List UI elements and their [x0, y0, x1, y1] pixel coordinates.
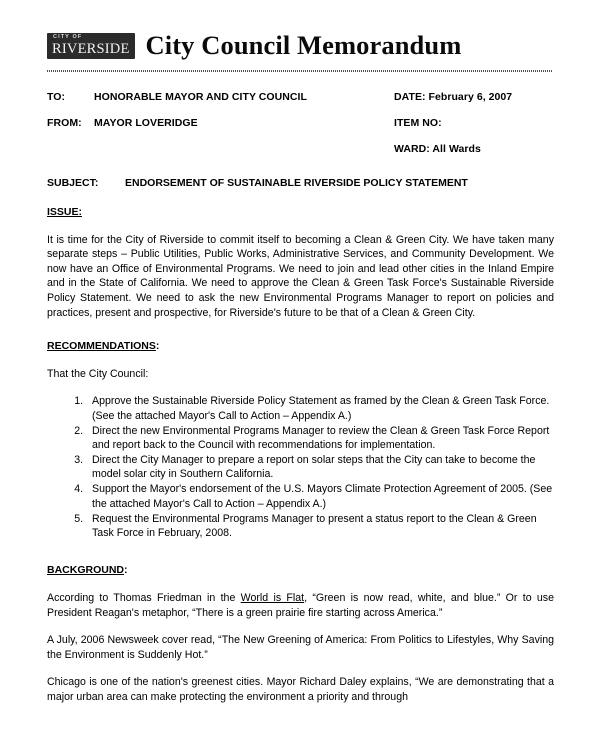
background-paragraph-2: A July, 2006 Newsweek cover read, “The New Greening of America: From Politics to Lifestyles, Why Saving the Environment is Suddenly Hot.”: [47, 634, 554, 661]
from-label: FROM:: [47, 117, 82, 129]
header-row-from-item: [47, 117, 553, 130]
recommendations-heading-colon: :: [155, 340, 160, 353]
memo-header-fields: [47, 91, 553, 169]
list-item: 3. Direct the City Manager to prepare a report on solar steps that the City can take to become the model solar city in Southern California.: [86, 453, 554, 482]
issue-heading-text: ISSUE: [47, 206, 79, 218]
list-item: 2. Direct the new Environmental Programs Manager to review the Clean & Green Task Force Report and report back to the Council with recommendations for implementation.: [86, 424, 554, 453]
background-paragraph-1: [47, 591, 554, 620]
logo-city-of-text: CITY OF: [53, 34, 83, 40]
list-item: 5. Request the Environmental Programs Manager to present a status report to the Clean & Green Task Force in February, 2008.: [86, 512, 554, 541]
subject-label: SUBJECT:: [47, 177, 99, 189]
ward-value: WARD: All Wards: [394, 143, 481, 155]
header-row-to-date: [47, 91, 553, 104]
page-title: City Council Memorandum: [145, 29, 462, 60]
recommendations-background-gap: [47, 553, 554, 563]
recommendations-heading-text: RECOMMENDATIONS: [47, 340, 156, 353]
background-heading: [47, 563, 554, 578]
issue-heading: [47, 205, 554, 220]
to-label: TO:: [47, 91, 66, 103]
logo-riverside-text: RIVERSIDE: [52, 40, 130, 57]
masthead: [47, 26, 553, 64]
issue-heading-colon: :: [78, 206, 83, 218]
background-p1-before: According to Thomas Friedman in the: [47, 592, 241, 604]
recommendations-heading: [47, 339, 554, 354]
header-row-ward: [47, 143, 553, 156]
memo-body: [47, 205, 554, 718]
subject-value: ENDORSEMENT OF SUSTAINABLE RIVERSIDE POLICY STATEMENT: [125, 177, 468, 189]
issue-paragraph: It is time for the City of Riverside to commit itself to becoming a Clean & Green City. We have taken many separate steps – Public Utilities, Public Works, Administrative Services, and Community Development. We now have an Office of Environmental Programs. We need to join and lead other cities in the Inland Empire and in the State of California. We need to approve the Clean & Green Task Force's Sustainable Riverside Policy Statement. We need to ask the new Environmental Programs Manager to report on policies and practices, present and prospective, for Riverside's future to be that of a Clean & Green City.: [47, 233, 554, 319]
recommendations-list: [47, 394, 554, 540]
book-title-world-is-flat: World is Flat: [240, 592, 305, 604]
date-value: DATE: February 6, 2007: [394, 91, 513, 103]
header-divider: [47, 70, 553, 72]
subject-row: [47, 177, 553, 190]
item-no-value: ITEM NO:: [394, 117, 442, 129]
to-value: HONORABLE MAYOR AND CITY COUNCIL: [94, 91, 307, 103]
city-of-riverside-logo: [47, 33, 135, 59]
from-value: MAYOR LOVERIDGE: [94, 117, 198, 129]
background-paragraph-3: Chicago is one of the nation's greenest cities. Mayor Richard Daley explains, “We are demonstrating that a major urban area can make protecting the environment a priority and through: [47, 676, 554, 703]
background-heading-text: BACKGROUND: [47, 564, 124, 577]
list-item: 1. Approve the Sustainable Riverside Policy Statement as framed by the Clean & Green Task Force. (See the attached Mayor's Call to Action – Appendix A.): [86, 394, 554, 423]
list-item: 4. Support the Mayor's endorsement of the U.S. Mayors Climate Protection Agreement of 2005. (See the attached Mayor's Call to Action – Appendix A.): [86, 482, 554, 511]
background-heading-colon: :: [124, 564, 128, 577]
recommendations-lead-in: That the City Council:: [47, 367, 149, 380]
background-p1-after: , “Green is now read, white, and blue.” Or to use President Reagan's metaphor, “There is a green prairie fire starting across America.”: [47, 592, 554, 619]
